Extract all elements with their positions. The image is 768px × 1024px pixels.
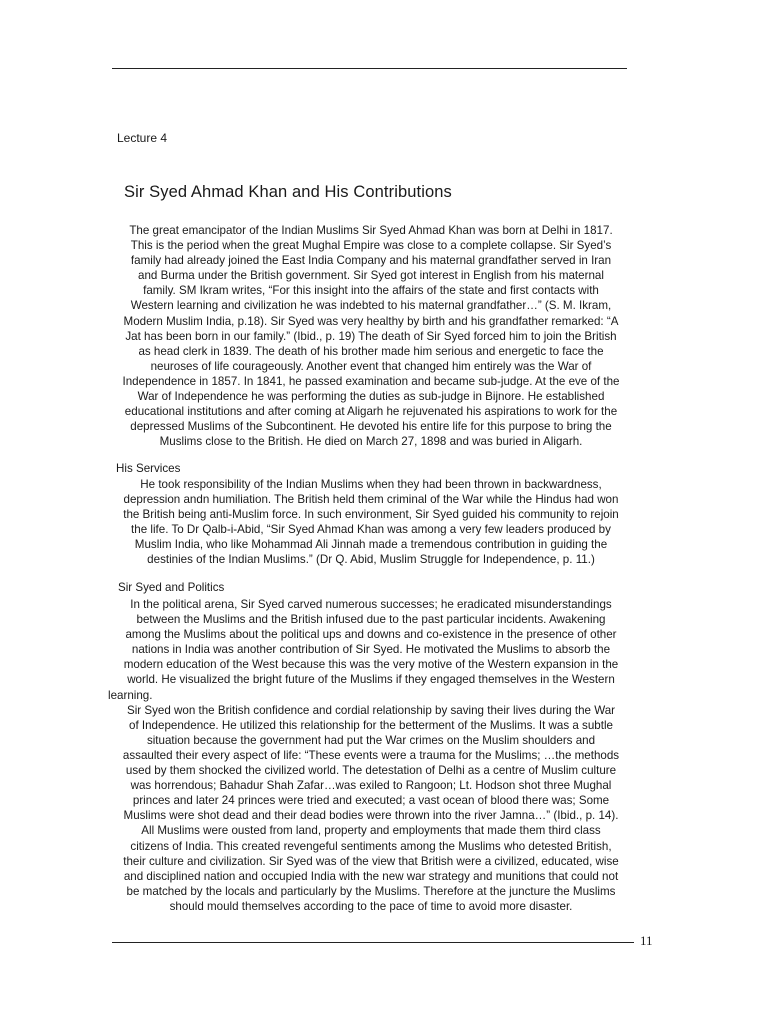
paragraph-line: depressed Muslims of the Subcontinent. He devoted his entire life for this purpose to bring the bbox=[130, 420, 612, 434]
paragraph-line: assaulted their every aspect of life: “These events were a trauma for the Muslims; …the methods bbox=[122, 748, 620, 762]
paragraph-line: Modern Muslim India, p.18). Sir Syed was very healthy by birth and his grandfather remarked: “A bbox=[123, 314, 619, 328]
paragraph-line: family had already joined the East India Company and his maternal grandfather served in Iran bbox=[130, 254, 612, 268]
paragraph-line: He took responsibility of the Indian Muslims when they had been thrown in backwardness, bbox=[140, 478, 602, 491]
paragraph-line: should mould themselves according to the pace of time to avoid more disaster. bbox=[169, 899, 573, 913]
page-title: Sir Syed Ahmad Khan and His Contributions bbox=[124, 183, 452, 201]
paragraph-line: Sir Syed won the British confidence and cordial relationship by saving their lives during the War bbox=[126, 703, 616, 717]
section-heading-services: His Services bbox=[116, 462, 181, 475]
paragraph-line: depression andn humiliation. The British held them criminal of the War while the Hindus had won bbox=[123, 493, 619, 507]
lecture-label: Lecture 4 bbox=[117, 131, 168, 145]
paragraph-line: as head clerk in 1839. The death of his brother made him serious and energetic to face the bbox=[138, 344, 604, 358]
paragraph-line: Independence in 1857. In 1841, he passed examination and became sub-judge. At the eve of the bbox=[122, 374, 620, 388]
paragraph-line: War of Independence he was performing the duties as sub-judge in Bijnore. He established bbox=[137, 390, 605, 404]
paragraph-line: and Burma under the British government. Sir Syed got interest in English from his maternal bbox=[138, 269, 604, 283]
paragraph-line: Muslim India, who like Mohammad Ali Jinnah made a tremendous contribution in guiding the bbox=[134, 538, 608, 552]
paragraph-line: Muslims were shot dead and their dead bodies were thrown into the river Jamna…” (Ibid., p. 14). bbox=[123, 809, 619, 823]
paragraph-line: All Muslims were ousted from land, property and employments that made them third class bbox=[141, 824, 601, 838]
paragraph-line: their culture and civilization. Sir Syed was of the view that British were a civilized, educated, wise bbox=[123, 854, 619, 868]
paragraph-line: family. SM Ikram writes, “For this insight into the affairs of the state and first contacts with bbox=[143, 284, 599, 298]
paragraph-line: world. He visualized the bright future of the Muslims if they engaged themselves in the Western bbox=[127, 673, 615, 687]
paragraph-line: among the Muslims about the political ups and downs and co-existence in the presence of other bbox=[125, 628, 617, 642]
paragraph-line: was horrendous; Bahadur Shah Zafar…was exiled to Rangoon; Lt. Hodson shot three Mughal bbox=[130, 779, 612, 793]
paragraph-line: between the Muslims and the British infused due to the past particular incidents. Awakening bbox=[136, 613, 606, 627]
paragraph-line: and disciplined nation and occupied India with the new war strategy and munitions that could not bbox=[123, 869, 619, 883]
paragraph-line: The great emancipator of the Indian Muslims Sir Syed Ahmad Khan was born at Delhi in 1817. bbox=[129, 224, 613, 237]
paragraph-line: modern education of the West because this was the very motive of the Western expansion in the bbox=[123, 658, 619, 672]
paragraph-line: learning. bbox=[108, 688, 153, 702]
paragraph-line: Muslims close to the British. He died on March 27, 1898 and was buried in Aligarh. bbox=[159, 435, 583, 449]
paragraph-line: the life. To Dr Qalb-i-Abid, “Sir Syed Ahmad Khan was among a very few leaders produced by bbox=[131, 523, 611, 537]
paragraph-line: destinies of the Indian Muslims.” (Dr Q. Abid, Muslim Struggle for Independence, p. 11.) bbox=[147, 553, 595, 567]
paragraph-line: of Independence. He utilized this relationship for the betterment of the Muslims. It was a subtle bbox=[129, 718, 613, 732]
paragraph-line: used by them shocked the civilized world. The detestation of Delhi as a centre of Muslim culture bbox=[125, 764, 617, 778]
paragraph-line: This is the period when the great Mughal Empire was close to a complete collapse. Sir Syed’s bbox=[130, 239, 612, 253]
paragraph-line: princes and later 24 princes were tried and executed; a vast ocean of blood there was; Some bbox=[132, 794, 610, 808]
politics-paragraph bbox=[108, 597, 634, 914]
paragraph-line: neuroses of life courageously. Another event that changed him entirely was the War of bbox=[150, 359, 592, 373]
intro-paragraph bbox=[108, 223, 634, 449]
page-number: 11 bbox=[640, 933, 653, 948]
paragraph-line: situation because the government had put the War crimes on the Muslim shoulders and bbox=[146, 733, 596, 747]
paragraph-line: In the political arena, Sir Syed carved numerous successes; he eradicated misunderstandings bbox=[130, 598, 612, 611]
paragraph-line: educational institutions and after coming at Aligarh he rejuvenated his aspirations to work for the bbox=[124, 405, 618, 419]
section-heading-politics: Sir Syed and Politics bbox=[118, 581, 225, 594]
paragraph-line: citizens of India. This created revengeful sentiments among the Muslims who detested British, bbox=[130, 839, 612, 853]
footer-rule bbox=[112, 942, 634, 943]
paragraph-line: Western learning and civilization he was indebted to his maternal grandfather…” (S. M. Ikram, bbox=[130, 299, 612, 313]
paragraph-line: nations in India was another contribution of Sir Syed. He motivated the Muslims to absorb the bbox=[131, 643, 611, 657]
paragraph-line: be matched by the locals and particularly by the Muslims. Therefore at the juncture the Muslims bbox=[126, 884, 616, 898]
paragraph-line: Jat has been born in our family.” (Ibid., p. 19) The death of Sir Syed forced him to join the British bbox=[125, 329, 617, 343]
paragraph-line: the British being anti-Muslim force. In such environment, Sir Syed guided his community to rejoin bbox=[123, 508, 619, 522]
header-rule bbox=[112, 68, 627, 69]
services-paragraph bbox=[108, 477, 634, 568]
